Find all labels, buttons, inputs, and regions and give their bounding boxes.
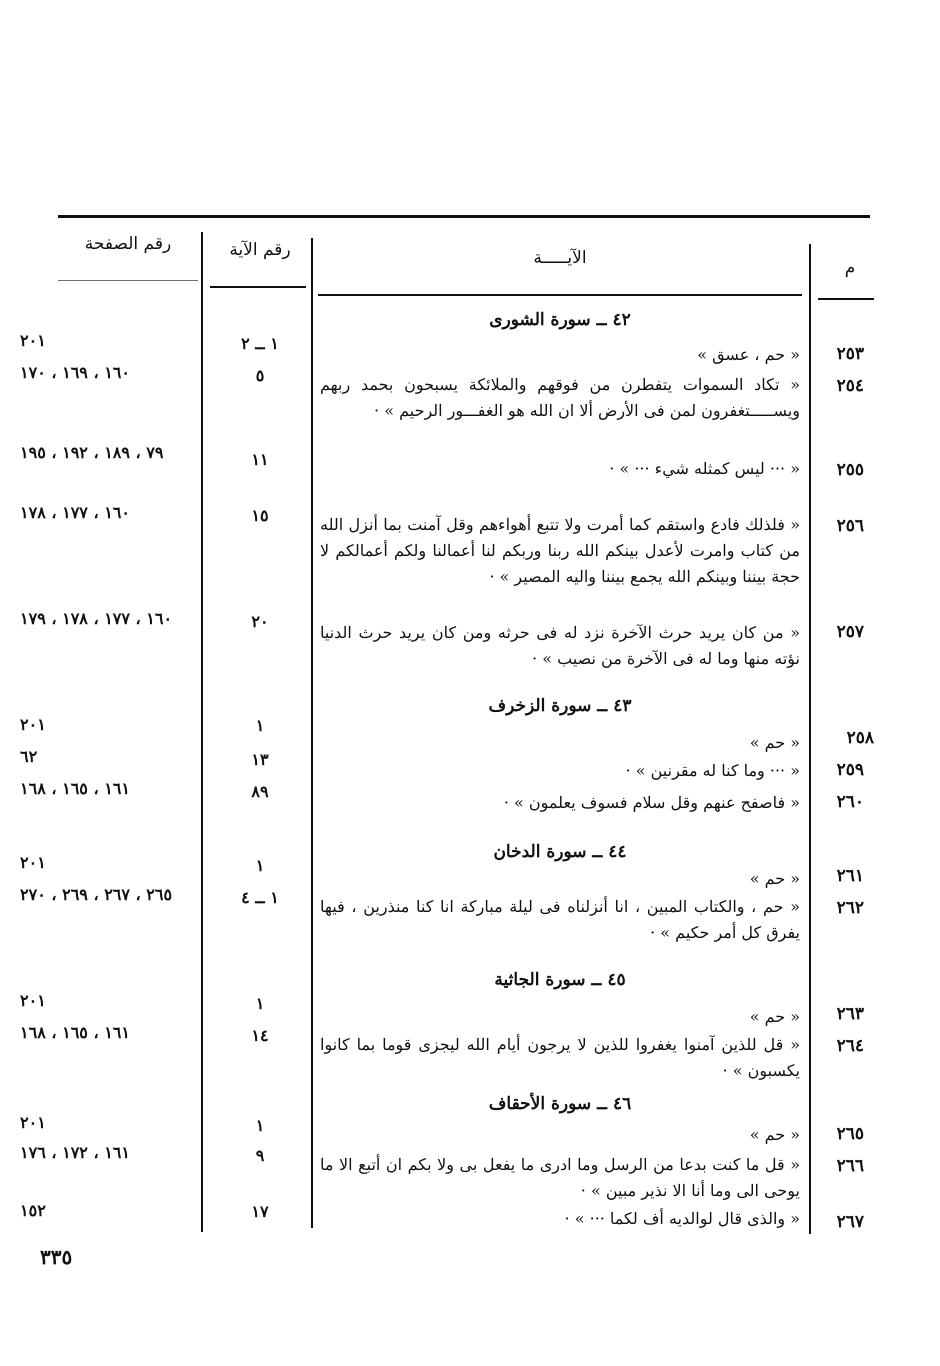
row-number: ٢٥٤ — [836, 376, 864, 396]
row-number: ٢٦٣ — [836, 1004, 864, 1024]
verse-text: « قل ما كنت بدعا من الرسل وما ادرى ما يفعل بى ولا بكم ان أتبع الا ما يوحى الى وما أنا الا نذير مبين » · — [320, 1155, 800, 1200]
verse-text: « ··· ليس كمثله شيء ··· » · — [609, 459, 800, 478]
page-refs: ١٦١ ، ١٦٥ ، ١٦٨ — [20, 1023, 130, 1042]
ayah-number: ١ — [255, 856, 265, 875]
divider-verse-num — [809, 244, 811, 1234]
page-refs: ١٦٠ ، ١٧٧ ، ١٧٨ ، ١٧٩ — [20, 609, 173, 628]
surah-heading: ٤٢ ــ سورة الشورى — [489, 310, 631, 330]
verse-text: « حم » — [749, 1125, 800, 1144]
ayah-number: ١٣ — [251, 750, 269, 769]
surah-heading: ٤٣ ــ سورة الزخرف — [488, 696, 632, 716]
page-refs: ٢٦٥ ، ٢٦٧ ، ٢٦٩ ، ٢٧٠ — [20, 885, 173, 904]
page-refs: ٢٠١ — [20, 331, 46, 350]
surah-heading: ٤٥ ــ سورة الجاثية — [494, 970, 626, 990]
ayah-number: ٨٩ — [251, 782, 269, 801]
page-refs: ٢٠١ — [20, 1113, 46, 1132]
verse-text: « فاصفح عنهم وقل سلام فسوف يعلمون » · — [503, 793, 800, 812]
header-page: رقم الصفحة — [84, 234, 172, 254]
header-rule-verse — [318, 294, 802, 296]
header-verse: الآيـــــة — [533, 248, 587, 268]
row-number: ٢٦٢ — [836, 898, 864, 918]
page-refs: ٢٠١ — [20, 991, 46, 1010]
verse-text: « والذى قال لوالديه أف لكما ··· » · — [564, 1209, 800, 1228]
row-number: ٢٦٦ — [836, 1156, 864, 1176]
page-refs: ١٥٢ — [20, 1201, 46, 1220]
page-refs: ٧٩ ، ١٨٩ ، ١٩٢ ، ١٩٥ — [20, 443, 164, 462]
ayah-number: ١ ــ ٤ — [241, 888, 279, 907]
page-refs: ١٦١ ، ١٧٢ ، ١٧٦ — [20, 1143, 130, 1162]
ayah-number: ٢٠ — [251, 612, 269, 631]
verse-text: « ··· وما كنا له مقرنين » · — [625, 761, 800, 780]
ayah-number: ١٧ — [251, 1202, 269, 1221]
surah-heading: ٤٦ ــ سورة الأحقاف — [488, 1094, 632, 1114]
row-number: ٢٥٦ — [836, 516, 864, 536]
verse-text: « حم ، عسق » — [697, 345, 800, 364]
row-number: ٢٦٥ — [836, 1124, 864, 1144]
ayah-number: ١ ــ ٢ — [241, 334, 279, 353]
divider-page-ayah — [201, 232, 203, 1232]
page-refs: ١٦١ ، ١٦٥ ، ١٦٨ — [20, 779, 130, 798]
ayah-number: ٥ — [255, 366, 265, 385]
page-refs: ٦٢ — [20, 747, 38, 766]
ayah-number: ١ — [255, 716, 265, 735]
page-refs: ٢٠١ — [20, 853, 46, 872]
row-number: ٢٦٠ — [836, 792, 864, 812]
page-refs: ١٦٠ ، ١٦٩ ، ١٧٠ — [20, 363, 130, 382]
row-number: ٢٥٩ — [836, 760, 864, 780]
ayah-number: ١ — [255, 1116, 265, 1135]
header-rule-ayah — [210, 286, 306, 288]
page-number: ٣٣٥ — [40, 1245, 73, 1269]
verse-text: « حم ، والكتاب المبين ، انا أنزلناه فى ليلة مباركة انا كنا منذرين ، فيها يفرق كل أمر حكيم » · — [320, 897, 801, 942]
ayah-number: ١٥ — [251, 506, 269, 525]
header-ayah: رقم الآية — [229, 240, 291, 260]
row-number: ٢٥٥ — [836, 460, 864, 480]
header-rule-page — [58, 280, 198, 281]
row-number: ٢٥٣ — [836, 344, 864, 364]
header-rule-num — [818, 298, 874, 300]
surah-heading: ٤٤ ــ سورة الدخان — [493, 842, 627, 862]
ayah-number: ١١ — [251, 450, 269, 469]
verse-text: « تكاد السموات يتفطرن من فوقهم والملائكة يسبحون بحمد ربهم ويســـــتغفرون لمن فى الأرض ألا ان الله هو الغفـــور الرحيم » · — [320, 375, 800, 420]
row-number: ٢٦٤ — [836, 1036, 864, 1056]
verse-text: « قل للذين آمنوا يغفروا للذين لا يرجون أيام الله ليجزى قوما بما كانوا يكسبون » · — [320, 1035, 800, 1080]
top-rule — [58, 215, 870, 218]
page-refs: ٢٠١ — [20, 715, 46, 734]
divider-ayah-verse — [311, 238, 313, 1228]
ayah-number: ٩ — [255, 1146, 265, 1165]
ayah-number: ١٤ — [251, 1026, 269, 1045]
row-number: ٢٦١ — [836, 866, 864, 886]
verse-text: « حم » — [749, 733, 800, 752]
verse-text: « حم » — [749, 1007, 800, 1026]
ayah-number: ١ — [255, 994, 265, 1013]
row-number: ٢٥٧ — [836, 622, 864, 642]
header-num: م — [844, 258, 856, 278]
row-number: ٢٦٧ — [836, 1212, 864, 1232]
verse-text: « حم » — [749, 869, 800, 888]
verse-text: « فلذلك فادع واستقم كما أمرت ولا تتبع أهواءهم وقل آمنت بما أنزل الله من كتاب وامرت لأعدل بينكم الله ربنا وربكم لنا أعمالنا ولكم أعمالكم لا حجة بيننا وبينكم الله يجمع بيننا واليه المصير » · — [320, 515, 800, 586]
verse-text: « من كان يريد حرث الآخرة نزد له فى حرثه ومن كان يريد حرث الدنيا نؤته منها وما له فى الآخرة من نصيب » · — [320, 623, 800, 668]
row-number: ٢٥٨ — [846, 728, 874, 748]
page-refs: ١٦٠ ، ١٧٧ ، ١٧٨ — [20, 503, 130, 522]
